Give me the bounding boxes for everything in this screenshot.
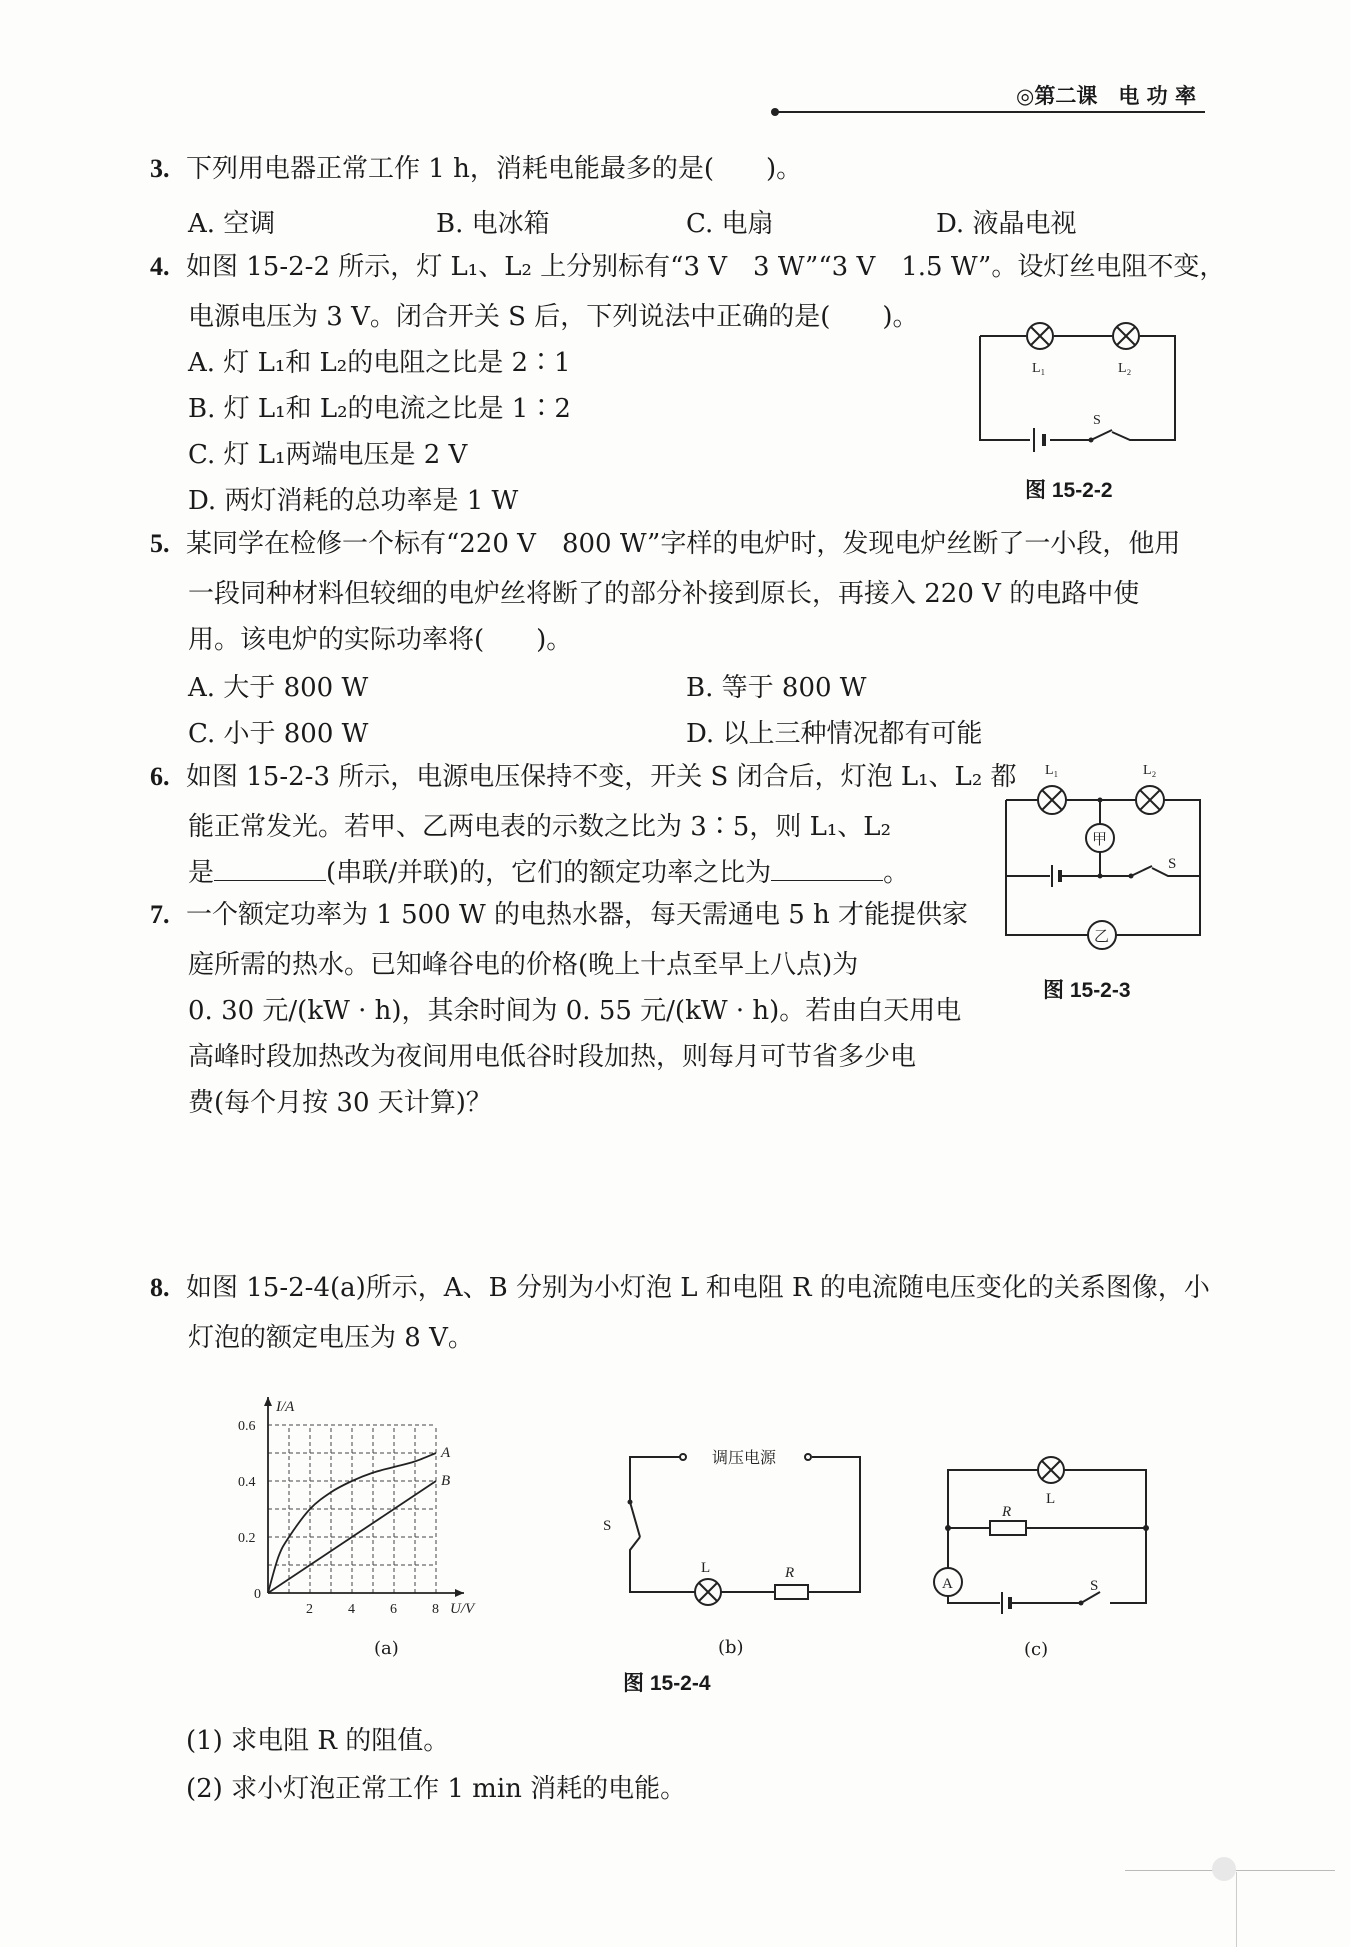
question-stem-line2: 灯泡的额定电压为 8 V。 — [188, 1323, 474, 1353]
x-axis-label: U/V — [450, 1601, 475, 1617]
figure-caption: 图 15-2-4 — [623, 1672, 711, 1695]
origin-label: 0 — [254, 1587, 261, 1602]
answer-blank-1[interactable] — [214, 854, 326, 881]
switch-s-label: S — [1093, 413, 1101, 428]
question-stem-line2: 庭所需的热水。已知峰谷电的价格(晚上十点至早上八点)为 — [188, 950, 859, 980]
option-c: C. 电扇 — [686, 209, 774, 239]
iu-graph-chart — [230, 1375, 530, 1615]
y-axis-label: I/A — [276, 1399, 295, 1415]
question-stem-line5: 费(每个月按 30 天计算)？ — [188, 1088, 492, 1118]
ammeter-a-label: A — [942, 1576, 953, 1592]
question-number: 8. — [150, 1273, 170, 1302]
question-4 — [150, 244, 1225, 290]
sub-question-2: (2) 求小灯泡正常工作 1 min 消耗的电能。 — [186, 1774, 687, 1804]
option-a: A. 空调 — [188, 209, 276, 239]
option-d: D. 两灯消耗的总功率是 1 W — [188, 486, 519, 516]
lamp-l1-label: L₁ — [1032, 361, 1046, 376]
question-7 — [150, 892, 968, 938]
lamp-l-label: L — [701, 1560, 711, 1576]
adjustable-source-label: 调压电源 — [712, 1450, 777, 1467]
header-rule-dot — [771, 108, 779, 116]
chart-grid — [268, 1425, 436, 1593]
question-stem-line1: 一个额定功率为 1 500 W 的电热水器，每天需通电 5 h 才能提供家 — [186, 900, 969, 930]
option-b: B. 等于 800 W — [686, 673, 867, 703]
resistor-r-label: R — [1002, 1504, 1012, 1520]
option-d: D. 以上三种情况都有可能 — [686, 719, 983, 749]
question-stem-line3: 用。该电炉的实际功率将( )。 — [188, 625, 573, 655]
question-stem-line1: 如图 15-2-2 所示，灯 L₁、L₂ 上分别标有“3 V 3 W”“3 V 1.5 W”。设灯丝电阻不变， — [186, 252, 1226, 282]
option-a: A. 大于 800 W — [188, 673, 369, 703]
switch-s-label: S — [603, 1518, 612, 1534]
switch-s-label: S — [1090, 1578, 1099, 1594]
answer-blank-2[interactable] — [771, 854, 883, 881]
subfigure-b-label: (b) — [718, 1637, 744, 1658]
x-tick-label: 2 — [306, 1602, 313, 1617]
switch-s-label: S — [1168, 856, 1177, 872]
question-number: 4. — [150, 252, 170, 281]
header-rule — [775, 111, 1205, 113]
page-number-badge — [1212, 1857, 1236, 1881]
question-number: 3. — [150, 154, 170, 183]
question-5 — [150, 521, 1180, 567]
y-axis-arrow — [264, 1397, 272, 1406]
question-3 — [150, 146, 802, 192]
question-stem-line1: 某同学在检修一个标有“220 V 800 W”字样的电炉时，发现电炉丝断了一小段，他用 — [186, 529, 1181, 559]
stem-text: 。 — [883, 858, 910, 888]
question-stem-line3: 0. 30 元/(kW · h)，其余时间为 0. 55 元/(kW · h)。若由白天用电 — [188, 996, 962, 1026]
question-stem-line1: 如图 15-2-4(a)所示，A、B 分别为小灯泡 L 和电阻 R 的电流随电压变化的关系图像，小 — [186, 1273, 1210, 1303]
chart-series — [268, 1445, 451, 1593]
option-c: C. 灯 L₁两端电压是 2 V — [188, 440, 468, 470]
section-header: ◎第二课 电 功 率 — [1016, 84, 1196, 108]
meter-jia-label: 甲 — [1092, 832, 1108, 848]
resistor-r-label: R — [785, 1565, 795, 1581]
x-tick-label: 4 — [348, 1602, 355, 1617]
option-c: C. 小于 800 W — [188, 719, 369, 749]
lamp-l2-label: L₂ — [1143, 763, 1157, 778]
stem-text: (串联/并联)的，它们的额定功率之比为 — [326, 858, 772, 888]
subfigure-c-label: (c) — [1024, 1639, 1049, 1660]
figure-caption: 图 15-2-2 — [1025, 479, 1113, 502]
option-d: D. 液晶电视 — [936, 209, 1077, 239]
sub-question-1: (1) 求电阻 R 的阻值。 — [186, 1726, 450, 1756]
lamp-l-label: L — [1046, 1491, 1056, 1507]
figure-caption: 图 15-2-3 — [1043, 979, 1131, 1002]
question-stem-line4: 高峰时段加热改为夜间用电低谷时段加热，则每月可节省多少电 — [188, 1042, 917, 1072]
question-stem-line3 — [188, 852, 909, 889]
x-tick-label: 8 — [432, 1602, 439, 1617]
question-number: 7. — [150, 900, 170, 929]
x-tick-label: 6 — [390, 1602, 397, 1617]
footer-vertical-rule — [1236, 1872, 1237, 1947]
question-stem: 下列用电器正常工作 1 h，消耗电能最多的是( )。 — [186, 154, 803, 184]
option-b: B. 灯 L₁和 L₂的电流之比是 1∶2 — [188, 394, 571, 424]
question-6 — [150, 754, 1017, 800]
question-number: 5. — [150, 529, 170, 558]
question-8 — [150, 1265, 1210, 1311]
chart-axes — [264, 1397, 476, 1617]
y-tick-label: 0.2 — [238, 1531, 256, 1546]
series-label-a: A — [441, 1445, 451, 1461]
question-stem-line2: 一段同种材料但较细的电炉丝将断了的部分补接到原长，再接入 220 V 的电路中使 — [188, 579, 1140, 609]
question-stem-line2: 能正常发光。若甲、乙两电表的示数之比为 3∶5，则 L₁、L₂ — [188, 812, 891, 842]
series-label-b: B — [441, 1473, 451, 1489]
y-tick-label: 0.6 — [238, 1419, 256, 1434]
question-number: 6. — [150, 762, 170, 791]
question-stem-line2: 电源电压为 3 V。闭合开关 S 后，下列说法中正确的是( )。 — [188, 302, 919, 332]
stem-text: 是 — [188, 858, 215, 888]
lamp-l2-label: L₂ — [1118, 361, 1132, 376]
subfigure-a-label: (a) — [374, 1638, 399, 1659]
x-axis-arrow — [455, 1589, 464, 1597]
lamp-l1-label: L₁ — [1045, 763, 1059, 778]
question-stem-line1: 如图 15-2-3 所示，电源电压保持不变，开关 S 闭合后，灯泡 L₁、L₂ 都 — [186, 762, 1017, 792]
option-a: A. 灯 L₁和 L₂的电阻之比是 2∶1 — [188, 348, 571, 378]
option-b: B. 电冰箱 — [436, 209, 550, 239]
y-tick-label: 0.4 — [238, 1475, 256, 1490]
meter-yi-label: 乙 — [1094, 929, 1110, 945]
